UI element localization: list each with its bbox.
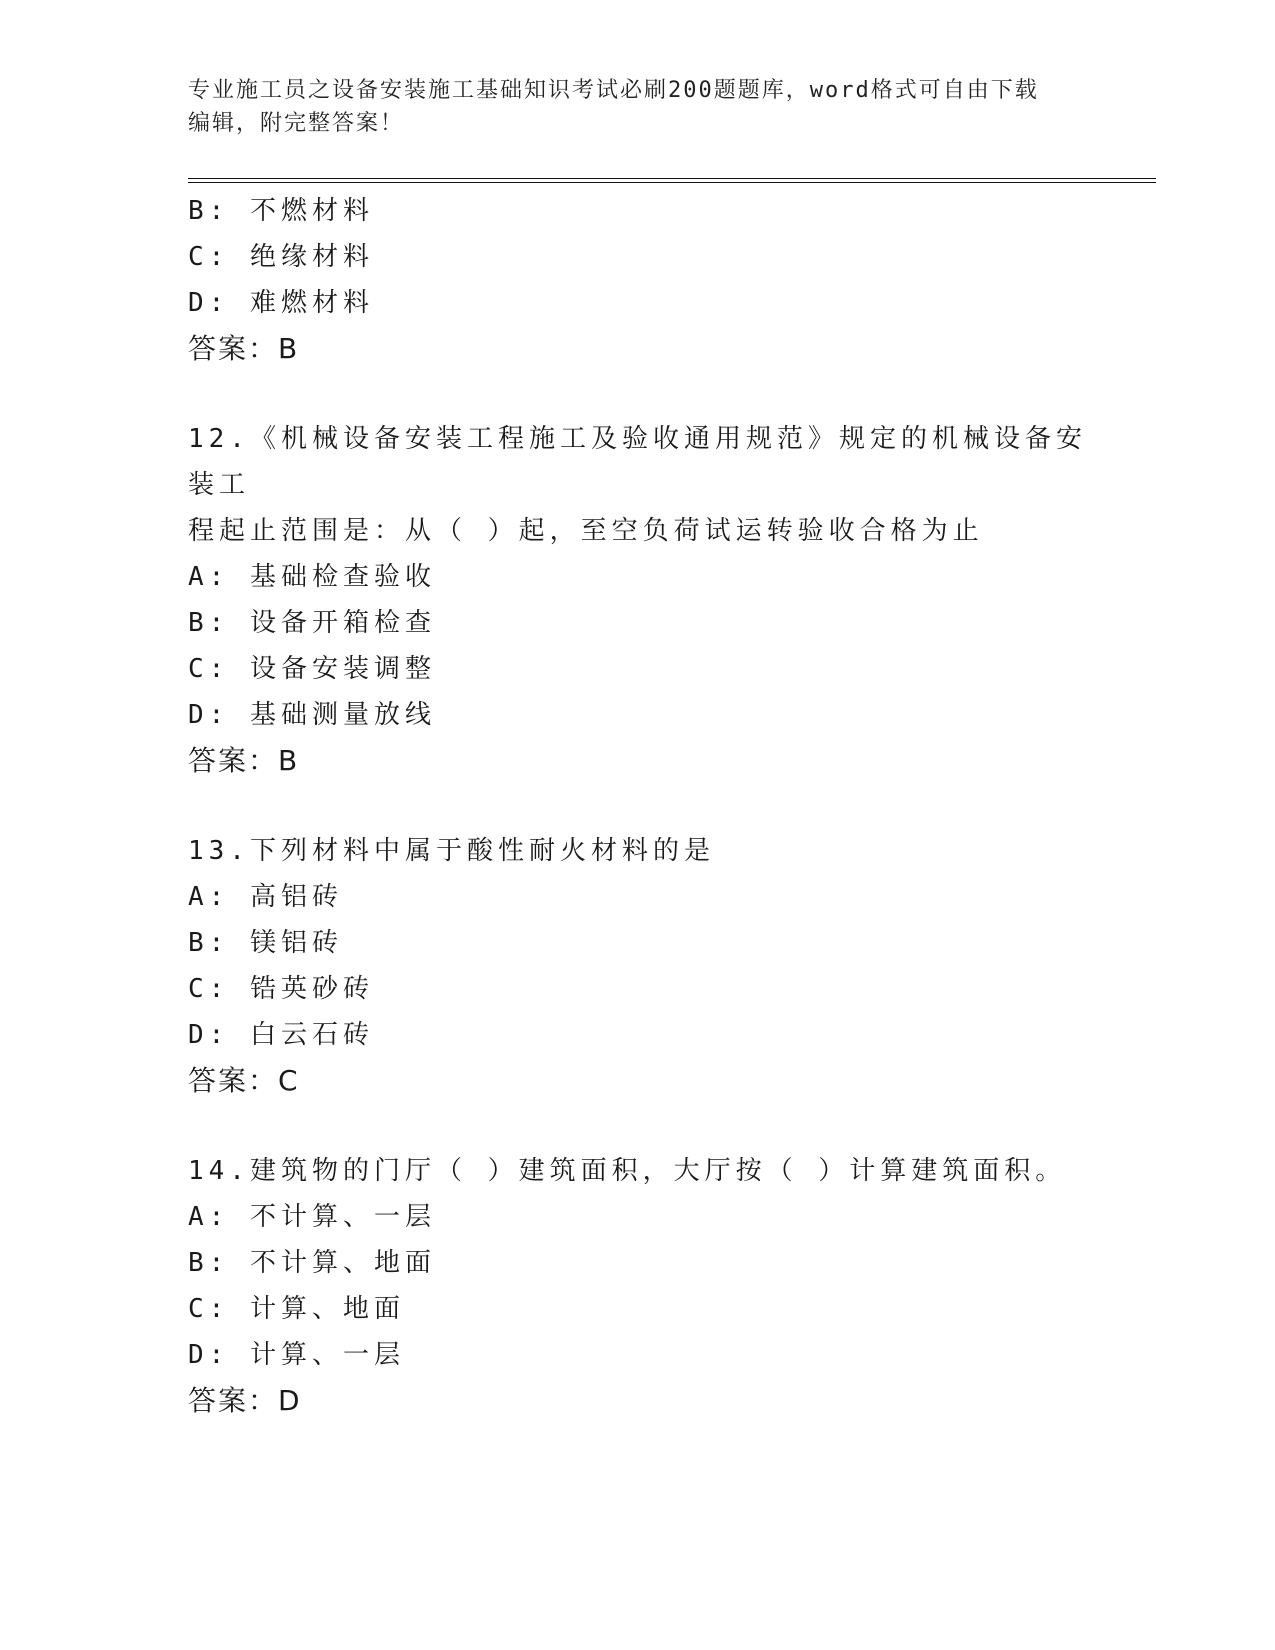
- header-title-line-2: 编辑，附完整答案！: [188, 111, 405, 136]
- question-text-line-1: 12.《机械设备安装工程施工及验收通用规范》规定的机械设备安装工: [188, 424, 1087, 500]
- header-divider: [188, 178, 1156, 183]
- spacer: [188, 1104, 1088, 1148]
- answer: 答案：D: [188, 1384, 302, 1417]
- header-title-line-1: 专业施工员之设备安装施工基础知识考试必刷200题题库，word格式可自由下载: [188, 78, 1039, 103]
- option-d: D: 基础测量放线: [188, 700, 436, 730]
- question-text: 14.建筑物的门厅（ ）建筑面积，大厅按（ ）计算建筑面积。: [188, 1156, 1067, 1186]
- document-header: [188, 74, 1088, 140]
- answer: 答案：B: [188, 332, 300, 365]
- option-b: B: 设备开箱检查: [188, 608, 436, 638]
- answer: 答案：B: [188, 744, 300, 777]
- option-b: B: 镁铝砖: [188, 928, 343, 958]
- option-a: A: 不计算、一层: [188, 1202, 436, 1232]
- option-d: D: 白云石砖: [188, 1020, 374, 1050]
- answer: 答案：C: [188, 1064, 300, 1097]
- option-a: A: 基础检查验收: [188, 562, 436, 592]
- option-c: C: 锆英砂砖: [188, 974, 374, 1004]
- option-b: B: 不计算、地面: [188, 1248, 436, 1278]
- question-12: [188, 416, 1088, 784]
- spacer: [188, 784, 1088, 828]
- question-text-line-2: 程起止范围是：从（ ）起，至空负荷试运转验收合格为止: [188, 516, 984, 546]
- option-d: D: 难燃材料: [188, 288, 374, 318]
- option-c: C: 设备安装调整: [188, 654, 436, 684]
- option-a: A: 高铝砖: [188, 882, 343, 912]
- option-c: C: 计算、地面: [188, 1294, 405, 1324]
- option-b: B: 不燃材料: [188, 196, 374, 226]
- option-c: C: 绝缘材料: [188, 242, 374, 272]
- question-11: [188, 188, 1088, 372]
- spacer: [188, 372, 1088, 416]
- option-d: D: 计算、一层: [188, 1340, 405, 1370]
- question-14: [188, 1148, 1088, 1424]
- question-text: 13.下列材料中属于酸性耐火材料的是: [188, 836, 715, 866]
- question-13: [188, 828, 1088, 1104]
- question-list: [188, 188, 1088, 1424]
